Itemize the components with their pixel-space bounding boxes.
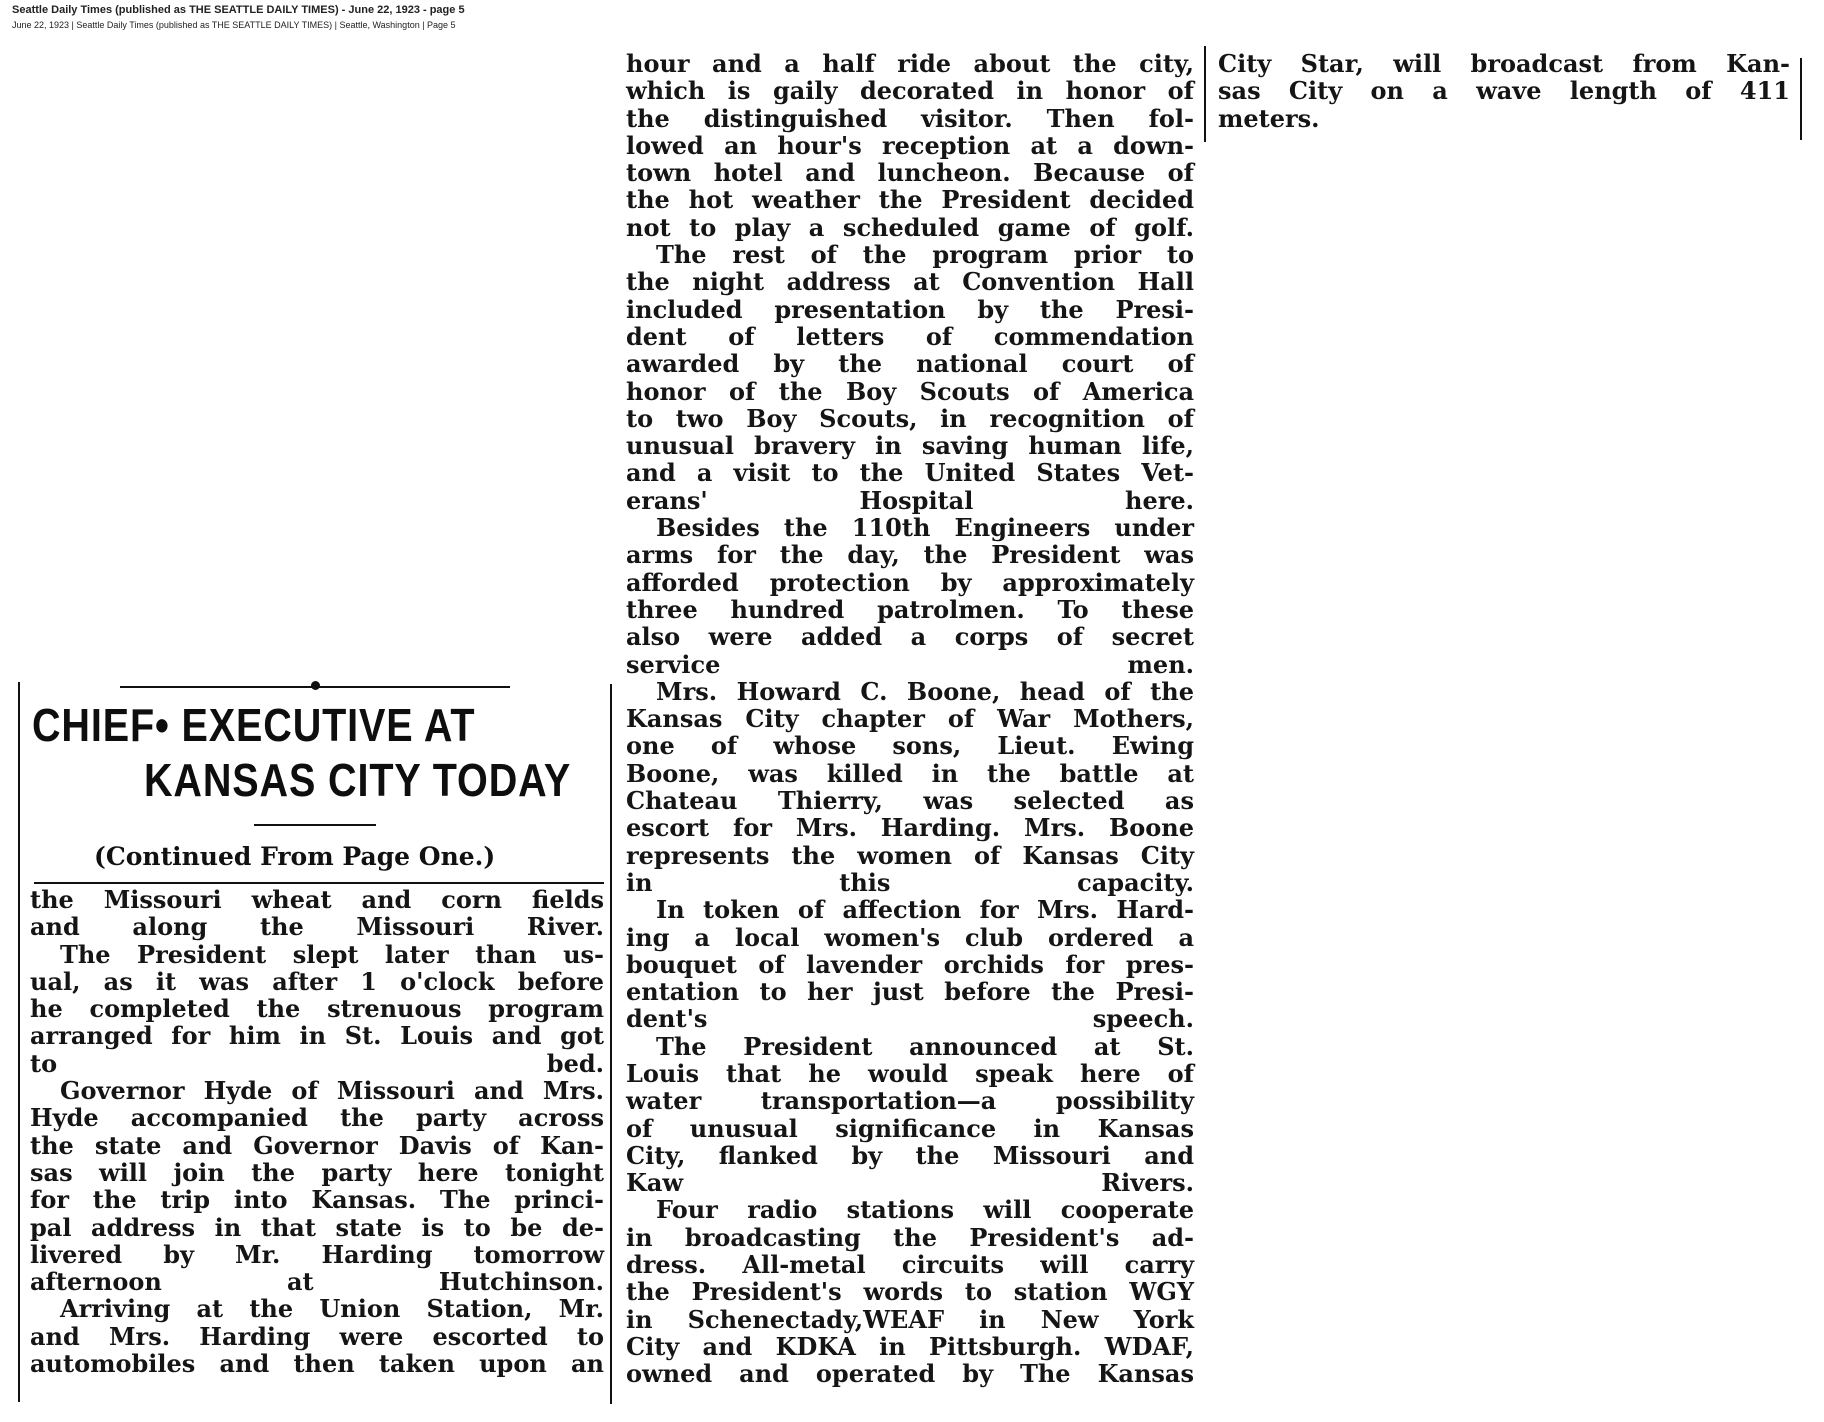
text-line: arranged for him in St. Louis and got — [30, 1021, 604, 1051]
text-line: Four radio stations will cooperate — [656, 1195, 1194, 1225]
text-line: also were added a corps of secret — [626, 622, 1194, 652]
text-line: ing a local women's club ordered a — [626, 922, 1194, 952]
text-line: afforded protection by approximately — [626, 567, 1194, 597]
text-line: escort for Mrs. Harding. Mrs. Boone — [626, 813, 1194, 843]
text-line: Chateau Thierry, was selected as — [626, 786, 1194, 816]
text-line: dent's speech. — [626, 1004, 1194, 1034]
paragraph — [626, 514, 1194, 678]
paragraph — [30, 886, 604, 941]
continued-note: (Continued From Page One.) — [94, 842, 496, 871]
text-line: hour and a half ride about the city, — [626, 49, 1194, 78]
text-line: the state and Governor Davis of Kan- — [30, 1130, 604, 1160]
text-line: Besides the 110th Engineers under — [656, 513, 1194, 543]
text-line: lowed an hour's reception at a down- — [626, 130, 1194, 160]
text-line: livered by Mr. Harding tomorrow — [30, 1239, 604, 1269]
text-line: unusual bravery in saving human life, — [626, 431, 1194, 461]
text-line: the distinguished visitor. Then fol- — [626, 103, 1194, 133]
text-line: arms for the day, the President was — [626, 540, 1194, 570]
text-line: to bed. — [30, 1048, 604, 1078]
text-line: town hotel and luncheon. Because of — [626, 158, 1194, 188]
paragraph — [30, 1295, 604, 1377]
headline-line-1: CHIEF• EXECUTIVE AT — [32, 699, 476, 751]
text-line: he completed the strenuous program — [30, 994, 604, 1024]
text-line: water transportation—a possibility — [626, 1086, 1194, 1116]
text-line: the hot weather the President decided — [626, 185, 1194, 215]
document-title: Seattle Daily Times (published as THE SEATTLE DAILY TIMES) - June 22, 1923 - page 5 — [12, 4, 465, 16]
text-line: to two Boy Scouts, in recognition of — [626, 403, 1194, 433]
paragraph — [626, 896, 1194, 1032]
text-line: The rest of the program prior to — [656, 240, 1194, 270]
text-line: Kaw Rivers. — [626, 1168, 1194, 1198]
text-line: The President announced at St. — [656, 1031, 1194, 1061]
text-line: the night address at Convention Hall — [626, 267, 1194, 297]
column-1-text — [30, 886, 604, 1377]
text-line: of unusual significance in Kansas — [626, 1113, 1194, 1143]
paragraph — [626, 678, 1194, 896]
text-line: in Schenectady,WEAF in New York — [626, 1304, 1194, 1334]
text-line: in this capacity. — [626, 867, 1194, 897]
text-line: automobiles and then taken upon an — [30, 1349, 604, 1379]
text-line: represents the women of Kansas City — [626, 840, 1194, 870]
text-line: Mrs. Howard C. Boone, head of the — [656, 676, 1194, 706]
text-line: honor of the Boy Scouts of America — [626, 376, 1194, 406]
paragraph — [626, 241, 1194, 514]
text-line: The President slept later than us- — [60, 939, 604, 969]
text-line: meters. — [1218, 103, 1320, 133]
paragraph — [626, 50, 1194, 241]
text-line: City, flanked by the Missouri and — [626, 1140, 1194, 1170]
text-line: pal address in that state is to be de- — [30, 1212, 604, 1242]
column-divider — [610, 684, 612, 1404]
text-line: the Missouri wheat and corn fields — [30, 885, 604, 914]
paragraph — [30, 941, 604, 1077]
text-line: ual, as it was after 1 o'clock before — [30, 966, 604, 996]
text-line: sas City on a wave length of 411 — [1218, 76, 1790, 106]
document-subtitle: June 22, 1923 | Seattle Daily Times (published as THE SEATTLE DAILY TIMES) | Seattle, Washington | Page 5 — [12, 20, 456, 30]
text-line: afternoon at Hutchinson. — [30, 1267, 604, 1297]
paragraph — [1218, 50, 1790, 132]
text-line: sas will join the party here tonight — [30, 1157, 604, 1187]
column-divider — [1204, 46, 1206, 142]
text-line: included presentation by the Presi- — [626, 294, 1194, 324]
text-line: Boone, was killed in the battle at — [626, 758, 1194, 788]
text-line: awarded by the national court of — [626, 349, 1194, 379]
text-line: three hundred patrolmen. To these — [626, 594, 1194, 624]
text-line: and along the Missouri River. — [30, 912, 604, 942]
text-line: Governor Hyde of Missouri and Mrs. — [60, 1076, 604, 1106]
text-line: dent of letters of commendation — [626, 321, 1194, 351]
text-line: bouquet of lavender orchids for pres- — [626, 949, 1194, 979]
text-line: for the trip into Kansas. The princi- — [30, 1185, 604, 1215]
text-line: and a visit to the United States Vet- — [626, 458, 1194, 488]
text-line: service men. — [626, 649, 1194, 679]
text-line: Hyde accompanied the party across — [30, 1103, 604, 1133]
column-2-text — [626, 50, 1194, 1388]
text-line: and Mrs. Harding were escorted to — [30, 1321, 604, 1351]
paragraph — [626, 1033, 1194, 1197]
text-line: not to play a scheduled game of golf. — [626, 212, 1194, 242]
text-line: dress. All-metal circuits will carry — [626, 1250, 1194, 1280]
text-line: entation to her just before the Presi- — [626, 977, 1194, 1007]
column-border — [1800, 58, 1802, 140]
text-line: Arriving at the Union Station, Mr. — [60, 1294, 604, 1324]
text-line: owned and operated by The Kansas — [626, 1359, 1194, 1389]
text-line: City and KDKA in Pittsburgh. WDAF, — [626, 1331, 1194, 1361]
text-line: Kansas City chapter of War Mothers, — [626, 704, 1194, 734]
paragraph — [626, 1196, 1194, 1387]
column-3-text — [1218, 50, 1790, 132]
text-line: In token of affection for Mrs. Hard- — [656, 895, 1194, 925]
text-line: in broadcasting the President's ad- — [626, 1222, 1194, 1252]
headline-line-2: KANSAS CITY TODAY — [144, 754, 572, 806]
text-line: which is gaily decorated in honor of — [626, 76, 1194, 106]
text-line: one of whose sons, Lieut. Ewing — [626, 731, 1194, 761]
text-line: Louis that he would speak here of — [626, 1058, 1194, 1088]
text-line: erans' Hospital here. — [626, 485, 1194, 515]
text-line: City Star, will broadcast from Kan- — [1218, 49, 1790, 78]
paragraph — [30, 1077, 604, 1295]
text-line: the President's words to station WGY — [626, 1277, 1194, 1307]
